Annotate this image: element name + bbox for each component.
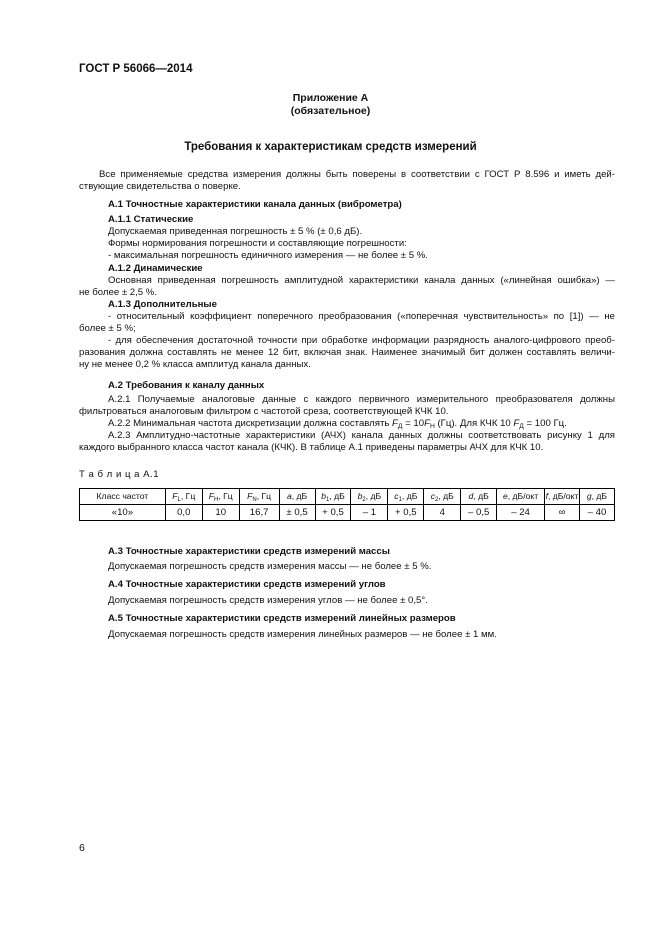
header-text: Класс частот [96, 490, 149, 501]
table-cell: – 1 [351, 505, 388, 521]
header-subscript: 2 [434, 496, 439, 503]
a11-line-1: Допускаемая приведенная погрешность ± 5 % (± 0,6 дБ). [108, 226, 363, 237]
a1-heading: А.1 Точностные характеристики канала данных (виброметра) [108, 199, 402, 210]
a22-text-d: = 100 Гц. [523, 418, 567, 429]
table-header-cell [497, 489, 545, 505]
header-symbol: f [545, 490, 548, 501]
f-h-subscript: H [429, 423, 435, 430]
header-subscript: N [252, 496, 257, 503]
a4-text: Допускаемая погрешность средств измерения углов — не более ± 0,5°. [108, 595, 428, 606]
header-symbol: F [172, 490, 178, 501]
header-unit: , дБ/окт [507, 490, 539, 501]
table-header-cell [315, 489, 351, 505]
a11-heading: А.1.1 Статические [108, 214, 194, 225]
a11-line-3: - максимальная погрешность единичного измерения — не более ± 5 %. [108, 250, 428, 261]
f-d-symbol-2: F [513, 418, 520, 429]
header-subscript: H [213, 496, 219, 503]
a2-heading: А.2 Требования к каналу данных [108, 380, 265, 391]
a13-line-1: - относительный коэффициент поперечного преобразования («поперечная чувствительность» по [1]) — не [108, 311, 615, 322]
a22-text-b: = 10 [402, 418, 425, 429]
a22-text-c: (Гц). Для КЧК 10 [434, 418, 514, 429]
header-unit: , дБ [591, 490, 608, 501]
table-cell: ± 0,5 [279, 505, 315, 521]
table-cell: + 0,5 [388, 505, 424, 521]
table-cell: – 0,5 [461, 505, 497, 521]
header-symbol: b [321, 490, 326, 501]
table-header-cell [545, 489, 580, 505]
f-d-subscript: Д [397, 423, 403, 430]
header-unit: , Гц [218, 490, 233, 501]
a23-line-2: каждого выбранного класса частот канала (КЧК). В таблице А.1 приведены параметры АЧХ для КЧК 10. [79, 442, 544, 453]
a5-text: Допускаемая погрешность средств измерения линейных размеров — не более ± 1 мм. [108, 629, 497, 640]
intro-line-2: ствующие свидетельства о поверке. [79, 181, 241, 192]
header-symbol: c [430, 490, 435, 501]
a12-line-2: не более ± 2,5 %. [79, 287, 157, 298]
a13-heading: А.1.3 Дополнительные [108, 299, 217, 310]
header-symbol: c [394, 490, 399, 501]
section-title: Требования к характеристикам средств измерений [184, 141, 477, 153]
header-unit: , дБ [329, 490, 345, 501]
table-cell: 16,7 [239, 505, 279, 521]
a23-line-1: А.2.3 Амплитудно-частотные характеристики (АЧХ) канала данных должны соответствовать рисунку 1 для [108, 430, 615, 441]
header-symbol: d [468, 490, 474, 501]
a13-line-2: более ± 5 %; [79, 323, 136, 334]
header-unit: , дБ [473, 490, 489, 501]
a13-line-4: разования должна составлять не менее 12 бит, включая знак. Наименее значимый бит должен составлять величи- [79, 347, 615, 358]
header-symbol: a [286, 490, 292, 501]
f-h-symbol: F [424, 418, 430, 429]
header-symbol: g [586, 490, 592, 501]
a13-line-5: ну не менее 0,2 % класса амплитуд канала данных. [79, 359, 311, 370]
page-number: 6 [79, 842, 85, 854]
a21-line-2: фильтроваться аналоговым фильтром с частотой среза, соответствующей КЧК 10. [79, 406, 449, 417]
a22-text-a: А.2.2 Минимальная частота дискретизации должна составлять [108, 418, 393, 429]
a5-heading: А.5 Точностные характеристики средств измерений линейных размеров [108, 613, 456, 624]
table-cell: – 24 [497, 505, 545, 521]
header-subscript: 2 [362, 496, 366, 503]
document-header: ГОСТ Р 56066—2014 [79, 63, 193, 75]
a12-line-1: Основная приведенная погрешность амплитудной характеристики канала данных («линейная ошибка») — [108, 275, 615, 286]
appendix-subtitle: (обязательное) [290, 105, 371, 117]
table-cell: – 40 [579, 505, 614, 521]
table-header-cell [239, 489, 279, 505]
table-header-cell [461, 489, 497, 505]
header-subscript: 1 [325, 496, 330, 503]
header-symbol: F [208, 490, 214, 501]
table-header-cell [202, 489, 239, 505]
header-subscript: 1 [398, 496, 402, 503]
table-cell: + 0,5 [315, 505, 351, 521]
table-cell: 0,0 [165, 505, 202, 521]
f-d-subscript-2: Д [519, 423, 524, 430]
header-unit: , дБ [291, 490, 308, 501]
header-subscript: L [177, 496, 181, 503]
a3-heading: А.3 Точностные характеристики средств измерений массы [108, 546, 390, 557]
a12-heading: А.1.2 Динамические [108, 263, 203, 274]
header-unit: , дБ/окт [547, 490, 579, 501]
a13-line-3: - для обеспечения достаточной точности при обработке информации разрядность аналого-цифрового преоб- [108, 335, 615, 346]
a21-line-1: А.2.1 Получаемые аналоговые данные с каждого первичного измерительного преобразователя должны [108, 394, 615, 405]
header-symbol: F [247, 490, 253, 501]
table-caption: Т а б л и ц а А.1 [79, 469, 160, 480]
header-symbol: b [357, 490, 363, 501]
a11-line-2: Формы нормирования погрешности и составляющие погрешности: [108, 238, 407, 249]
table-cell: ∞ [545, 505, 580, 521]
f-d-symbol: F [392, 418, 398, 429]
table-header-cell [165, 489, 202, 505]
intro-line-1: Все применяемые средства измерения должны быть поверены в соответствии с ГОСТ Р 8.596 и иметь дей- [99, 169, 615, 180]
table-header-cell [80, 489, 166, 505]
table-header-row [80, 489, 615, 505]
table-cell: «10» [80, 505, 166, 521]
table-cell: 4 [424, 505, 461, 521]
table-header-cell [579, 489, 614, 505]
table-header-cell [351, 489, 388, 505]
table-header-cell [279, 489, 315, 505]
header-unit: , дБ [401, 490, 418, 501]
table-row [80, 505, 615, 521]
header-symbol: e [502, 490, 508, 501]
header-unit: , дБ [438, 490, 454, 501]
header-unit: , Гц [180, 490, 196, 501]
table-header-cell [424, 489, 461, 505]
a3-text: Допускаемая погрешность средств измерения массы — не более ± 5 %. [108, 561, 432, 572]
table-header-cell [388, 489, 424, 505]
header-unit: , Гц [256, 490, 272, 501]
table-cell: 10 [202, 505, 239, 521]
table-a1 [79, 488, 615, 521]
header-unit: , дБ [365, 490, 382, 501]
appendix-title: Приложение А [292, 92, 369, 104]
a4-heading: А.4 Точностные характеристики средств измерений углов [108, 579, 386, 590]
